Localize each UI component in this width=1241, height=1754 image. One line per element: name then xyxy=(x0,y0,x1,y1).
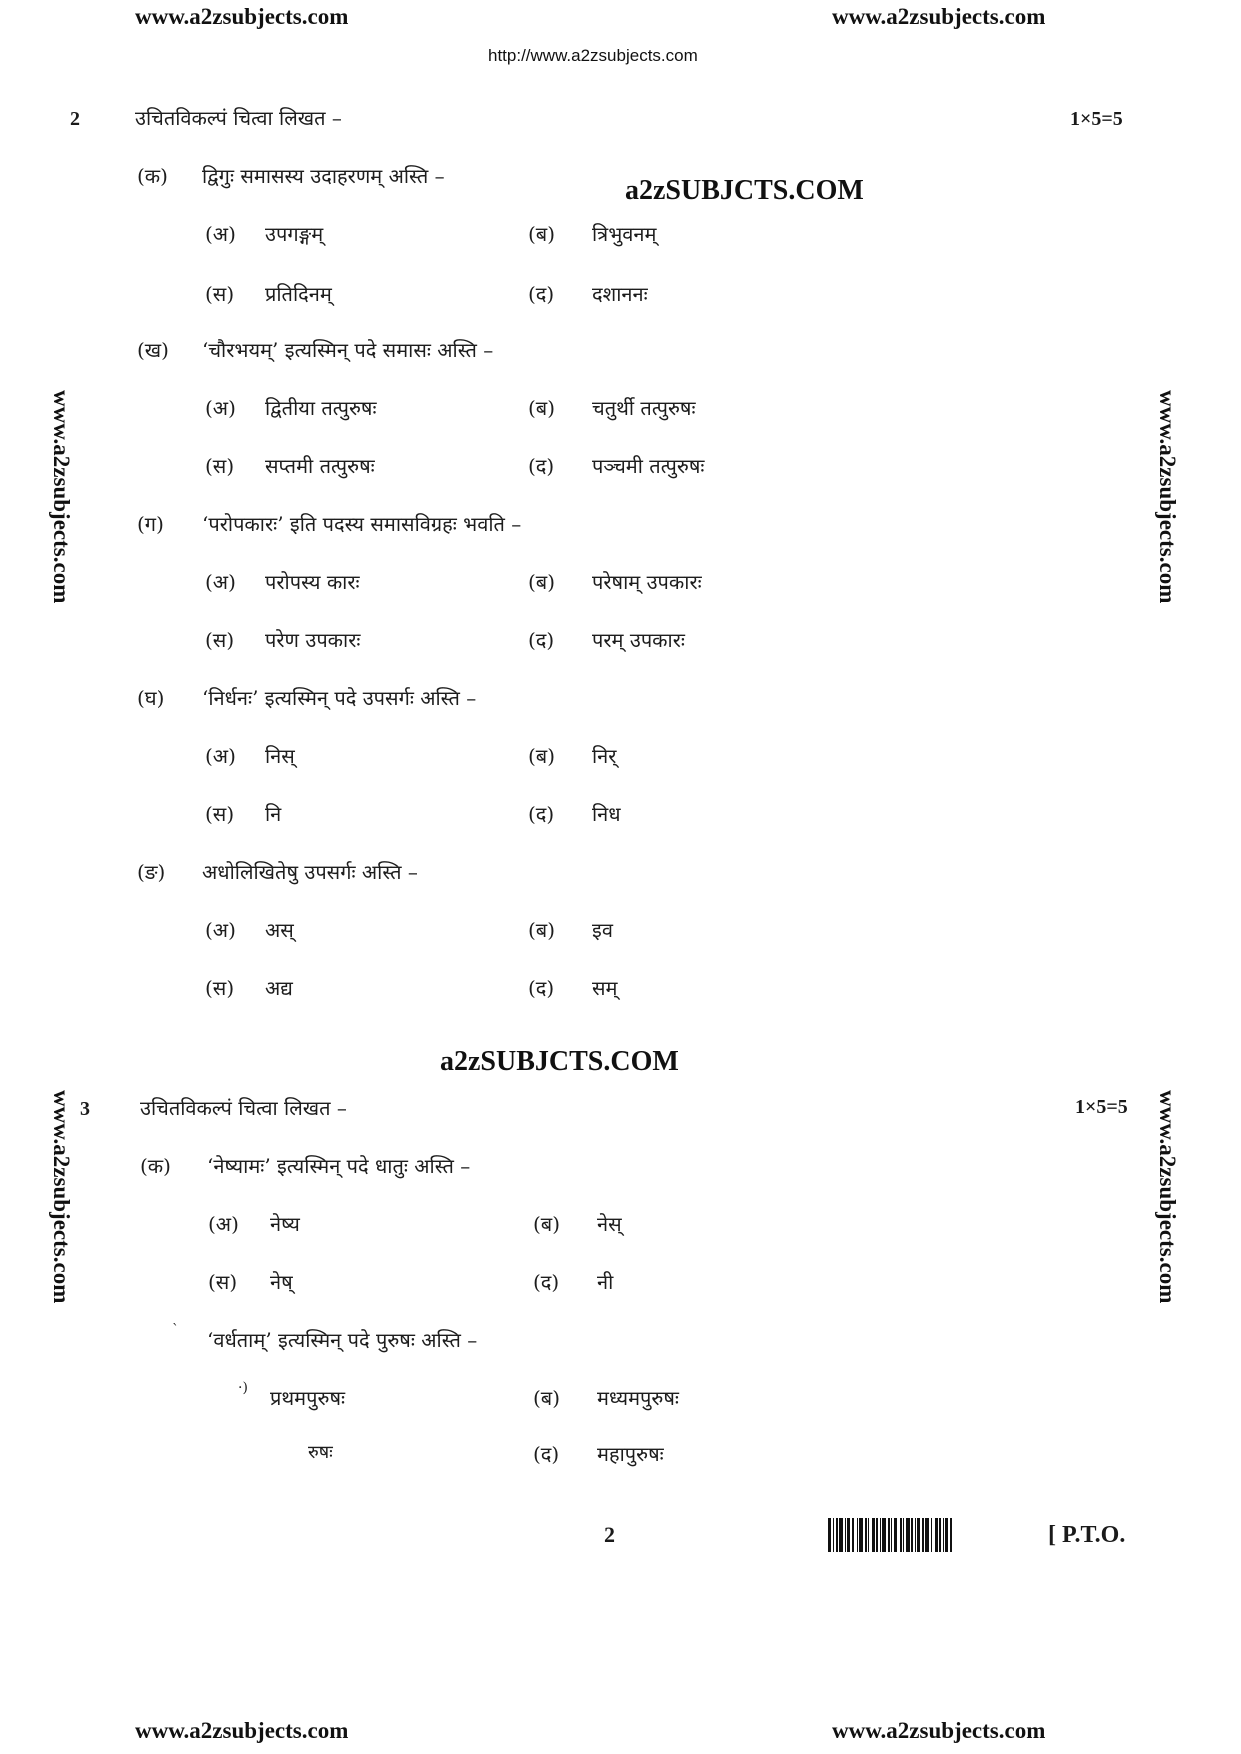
watermark-side-left-1: www.a2zsubjects.com xyxy=(49,390,74,604)
option-label: (ब) xyxy=(528,918,556,942)
option-label: (ब) xyxy=(533,1386,561,1410)
item-label: (ख) xyxy=(137,338,169,362)
question-2-number: 2 xyxy=(70,108,80,130)
option-label: (ब) xyxy=(528,396,556,420)
option-text: चतुर्थी तत्पुरुषः xyxy=(592,396,696,420)
option-label: (अ) xyxy=(208,1212,239,1236)
item-question: अधोलिखितेषु उपसर्गः अस्ति – xyxy=(202,860,418,884)
option-label: (अ) xyxy=(205,744,236,768)
item-question: ‘वर्धताम्’ इत्यस्मिन् पदे पुरुषः अस्ति – xyxy=(207,1328,478,1352)
option-label: (द) xyxy=(528,454,555,478)
watermark-top-right: www.a2zsubjects.com xyxy=(832,4,1046,29)
scan-mark: ` xyxy=(172,1322,179,1338)
option-text: उपगङ्गम् xyxy=(265,222,324,246)
item-question: ‘चौरभयम्’ इत्यस्मिन् पदे समासः अस्ति – xyxy=(202,338,494,362)
item-label: (घ) xyxy=(137,686,165,710)
watermark-top-left: www.a2zsubjects.com xyxy=(135,4,349,29)
option-text: परेषाम् उपकारः xyxy=(592,570,702,594)
option-text: नेष्य xyxy=(270,1212,300,1236)
option-text: सप्तमी तत्पुरुषः xyxy=(265,454,375,478)
question-2-marks: 1×5=5 xyxy=(1070,108,1123,130)
option-text: रुषः xyxy=(308,1442,333,1463)
option-text: परेण उपकारः xyxy=(265,628,361,652)
option-label: (स) xyxy=(205,802,235,826)
option-label: (द) xyxy=(533,1270,560,1294)
option-text: नेष् xyxy=(270,1270,293,1294)
option-text: परम् उपकारः xyxy=(592,628,685,652)
option-text: त्रिभुवनम् xyxy=(592,222,657,246)
option-label: (ब) xyxy=(528,570,556,594)
item-label: (क) xyxy=(137,164,168,188)
watermark-stamp-1: a2zSUBJCTS.COM xyxy=(625,175,864,206)
option-text: पञ्चमी तत्पुरुषः xyxy=(592,454,705,478)
option-label: (स) xyxy=(208,1270,238,1294)
option-text: दशाननः xyxy=(592,282,648,306)
option-label: (ब) xyxy=(528,744,556,768)
option-label: (अ) xyxy=(205,570,236,594)
item-label: (ङ) xyxy=(137,860,166,884)
option-text: द्वितीया तत्पुरुषः xyxy=(265,396,377,420)
item-question: ‘नेष्यामः’ इत्यस्मिन् पदे धातुः अस्ति – xyxy=(207,1154,471,1178)
barcode xyxy=(828,1518,952,1552)
option-text: अद्य xyxy=(265,976,293,1000)
option-text: नि xyxy=(265,802,282,826)
option-text: निध xyxy=(592,802,621,826)
option-text: इव xyxy=(592,918,613,942)
option-text: निस् xyxy=(265,744,295,768)
watermark-side-right-2: www.a2zsubjects.com xyxy=(1155,1090,1180,1304)
option-label: (द) xyxy=(528,282,555,306)
option-label: (स) xyxy=(205,282,235,306)
item-question: ‘परोपकारः’ इति पदस्य समासविग्रहः भवति – xyxy=(202,512,522,536)
item-label: (ग) xyxy=(137,512,164,536)
item-label: (क) xyxy=(140,1154,171,1178)
option-label: (ब) xyxy=(533,1212,561,1236)
question-3-number: 3 xyxy=(80,1098,90,1120)
question-3-instruction: उचितविकल्पं चित्वा लिखत – xyxy=(140,1096,347,1120)
option-label: (स) xyxy=(205,454,235,478)
item-question: द्विगुः समासस्य उदाहरणम् अस्ति – xyxy=(202,164,445,188)
option-text: नी xyxy=(597,1270,614,1294)
option-text: मध्यमपुरुषः xyxy=(597,1386,679,1410)
watermark-side-right-1: www.a2zsubjects.com xyxy=(1155,390,1180,604)
option-label: (द) xyxy=(528,628,555,652)
option-text: प्रथमपुरुषः xyxy=(270,1386,346,1410)
option-label: (अ) xyxy=(205,396,236,420)
watermark-bottom-left: www.a2zsubjects.com xyxy=(135,1718,349,1743)
option-text: नेस् xyxy=(597,1212,622,1236)
scan-mark: ·) xyxy=(238,1380,248,1396)
option-label: (द) xyxy=(528,802,555,826)
watermark-side-left-2: www.a2zsubjects.com xyxy=(49,1090,74,1304)
option-text: निर् xyxy=(592,744,617,768)
option-label: (द) xyxy=(528,976,555,1000)
option-text: सम् xyxy=(592,976,618,1000)
question-3-marks: 1×5=5 xyxy=(1075,1096,1128,1118)
option-text: परोपस्य कारः xyxy=(265,570,360,594)
option-text: अस् xyxy=(265,918,294,942)
option-label: (स) xyxy=(205,628,235,652)
page-number: 2 xyxy=(604,1522,615,1547)
option-label: (अ) xyxy=(205,918,236,942)
option-label: (अ) xyxy=(205,222,236,246)
option-text: प्रतिदिनम् xyxy=(265,282,332,306)
question-2-instruction: उचितविकल्पं चित्वा लिखत – xyxy=(135,106,342,130)
url-line: http://www.a2zsubjects.com xyxy=(488,46,698,65)
option-label: (ब) xyxy=(528,222,556,246)
watermark-bottom-right: www.a2zsubjects.com xyxy=(832,1718,1046,1743)
watermark-stamp-2: a2zSUBJCTS.COM xyxy=(440,1046,679,1077)
option-text: महापुरुषः xyxy=(597,1442,664,1466)
pto-label: [ P.T.O. xyxy=(1048,1522,1126,1548)
option-label: (स) xyxy=(205,976,235,1000)
option-label: (द) xyxy=(533,1442,560,1466)
item-question: ‘निर्धनः’ इत्यस्मिन् पदे उपसर्गः अस्ति – xyxy=(202,686,477,710)
